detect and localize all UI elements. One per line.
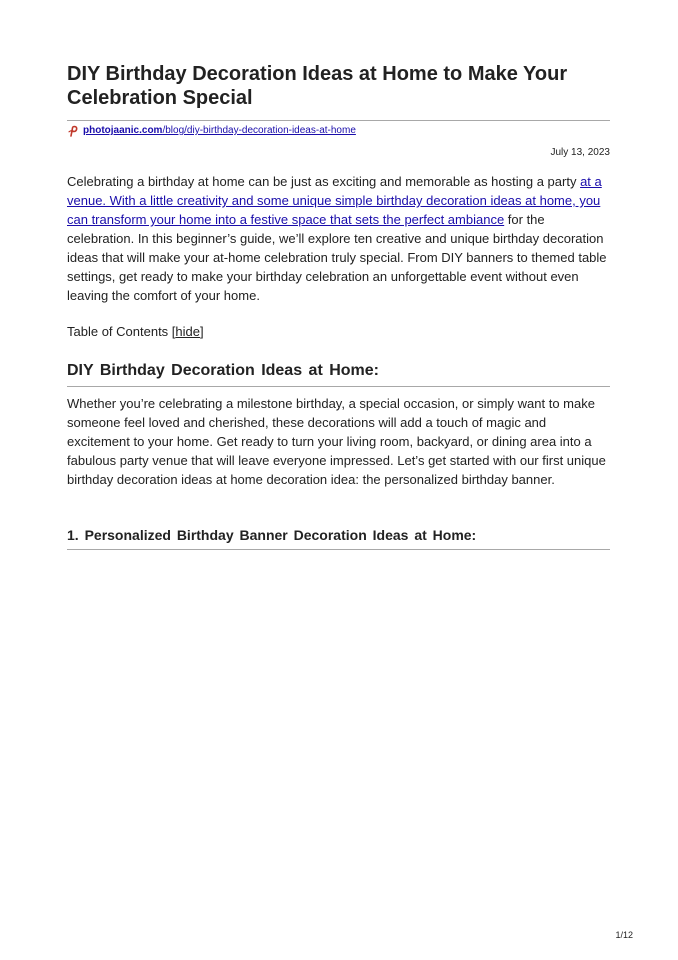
toc-hide-toggle[interactable]: hide — [175, 324, 200, 339]
subsection-heading: 1. Personalized Birthday Banner Decoration Ideas at Home: — [67, 527, 477, 543]
section-paragraph: Whether you’re celebrating a milestone birthday, a special occasion, or simply want to make someone feel loved and cherished, these decorations will add a touch of magic and excitement to your home. Get ready to turn your living room, backyard, or dining area into a fabulous party venue that will leave everyone impressed. Let’s get started with our first unique birthday decoration ideas at home decoration idea: the personalized birthday banner. — [67, 396, 606, 487]
subsection-divider — [67, 549, 610, 550]
title-divider — [67, 120, 610, 121]
publish-date: July 13, 2023 — [550, 147, 610, 158]
section-heading: DIY Birthday Decoration Ideas at Home: — [67, 362, 379, 379]
table-of-contents — [67, 322, 204, 341]
source-link[interactable] — [83, 124, 356, 138]
intro-text-end: for the celebration. In this beginner’s guide, we’ll explore ten creative and unique birthday decoration ideas that will make your at-home celebration truly special. From DIY banners to themed table settings, get ready to make your birthday celebration an unforgettable event without even leaving the comfort of your home. — [67, 212, 607, 303]
photojaanic-p-icon — [67, 125, 79, 137]
source-domain: photojaanic.com — [83, 125, 163, 136]
intro-paragraph — [67, 172, 610, 305]
source-path: /blog/diy-birthday-decoration-ideas-at-home — [162, 125, 356, 136]
toc-label: Table of Contents [ — [67, 324, 176, 339]
toc-bracket-close: ] — [199, 324, 204, 339]
page-indicator: 1/12 — [615, 930, 633, 940]
intro-text-start: Celebrating a birthday at home can be just as exciting and memorable as hosting a party — [67, 174, 581, 189]
section-divider — [67, 386, 610, 387]
source-line — [67, 124, 356, 138]
article-title: DIY Birthday Decoration Ideas at Home to Make Your Celebration Special — [67, 63, 568, 109]
intro-link[interactable]: at a venue. With a little creativity and some unique simple birthday decoration ideas at home, you can transform your home into a festive space that sets the perfect ambiance — [67, 174, 602, 227]
